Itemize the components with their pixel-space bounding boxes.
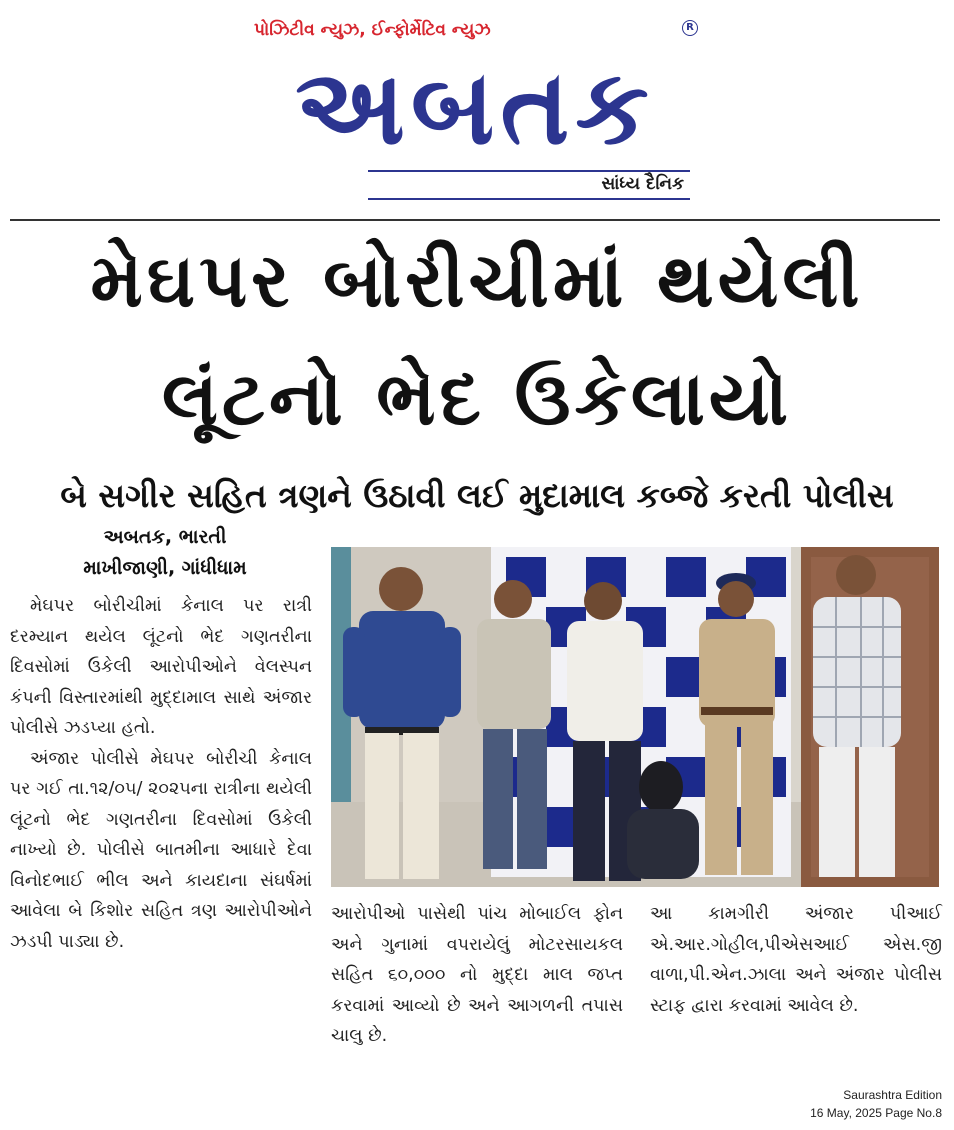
article-paragraph: આરોપીઓ પાસેથી પાંચ મોબાઈલ ફોન અને ગુનામાં વપરાયેલું મોટરસાયકલ સહિત ૬૦,૦૦૦ નો મુદ્દા માલ જપ્ત કરવામાં આવ્યો છે અને આગળની તપાસ ચાલુ છે. — [331, 904, 623, 1046]
logo-rule — [368, 170, 690, 172]
masthead-tagline: પોઝિટીવ ન્યુઝ, ઈન્ફોર્મેટિવ ન્યુઝ — [254, 20, 491, 40]
edition-rule — [368, 198, 690, 200]
dateline-line-1: અબતક, ભારતી — [103, 526, 227, 548]
article-column-3 — [650, 899, 942, 1021]
date-page-label: 16 May, 2025 Page No.8 — [810, 1106, 942, 1120]
dateline — [20, 522, 310, 584]
newspaper-logo: અબતક — [295, 46, 655, 168]
headline-line-1: મેઘપર બોરીચીમાં થયેલી — [90, 238, 864, 324]
subheadline: બે સગીર સહિત ત્રણને ઉઠાવી લઈ મુદામાલ કબ્જે કરતી પોલીસ — [60, 476, 894, 515]
article-column-1 — [10, 591, 312, 957]
edition-type: સાંધ્ય દૈનિક — [601, 174, 684, 194]
dateline-line-2: માખીજાણી, ગાંધીધામ — [83, 557, 247, 579]
headline-line-2: લૂંટનો ભેદ ઉકેલાયો — [161, 356, 793, 442]
header-divider — [10, 219, 940, 221]
masthead — [240, 18, 710, 208]
article-column-2 — [331, 899, 623, 1052]
registered-trademark-icon: R — [682, 20, 698, 36]
edition-label: Saurashtra Edition — [843, 1088, 942, 1102]
news-photo — [331, 547, 939, 887]
article-paragraph: આ કામગીરી અંજાર પીઆઈ એ.આર.ગોહીલ,પીએસઆઈ એસ.જી વાળા,પી.એન.ઝાલા અને અંજાર પોલીસ સ્ટાફ દ્વારા કરવામાં આવેલ છે. — [650, 904, 942, 1016]
police-group-photo — [331, 547, 939, 887]
page-footer — [810, 1086, 942, 1122]
article-paragraph: અંજાર પોલીસે મેઘપર બોરીચી કેનાલ પર ગઈ તા.૧૨/૦૫/ ૨૦૨૫ના રાત્રીના થયેલી લૂંટનો ભેદ ગણતરીના દિવસોમાં ઉકેલી નાખ્યો છે. પોલીસે બાતમીના આધારે દેવા વિનોદભાઈ ભીલ અને કાયદાના સંઘર્ષમાં આવેલા બે કિશોર સહિત ત્રણ આરોપીઓને ઝડપી પાડ્યા છે. — [10, 748, 312, 952]
article-paragraph: મેઘપર બોરીચીમાં કેનાલ પર રાત્રી દરમ્યાન થયેલ લૂંટનો ભેદ ગણતરીના દિવસોમાં ઉકેલી આરોપીઓને વેલસ્પન કંપની વિસ્તારમાંથી મુદ્દામાલ સાથે અંજાર પોલીસે ઝડપ્યા હતો. — [10, 596, 312, 738]
headline — [10, 222, 944, 458]
